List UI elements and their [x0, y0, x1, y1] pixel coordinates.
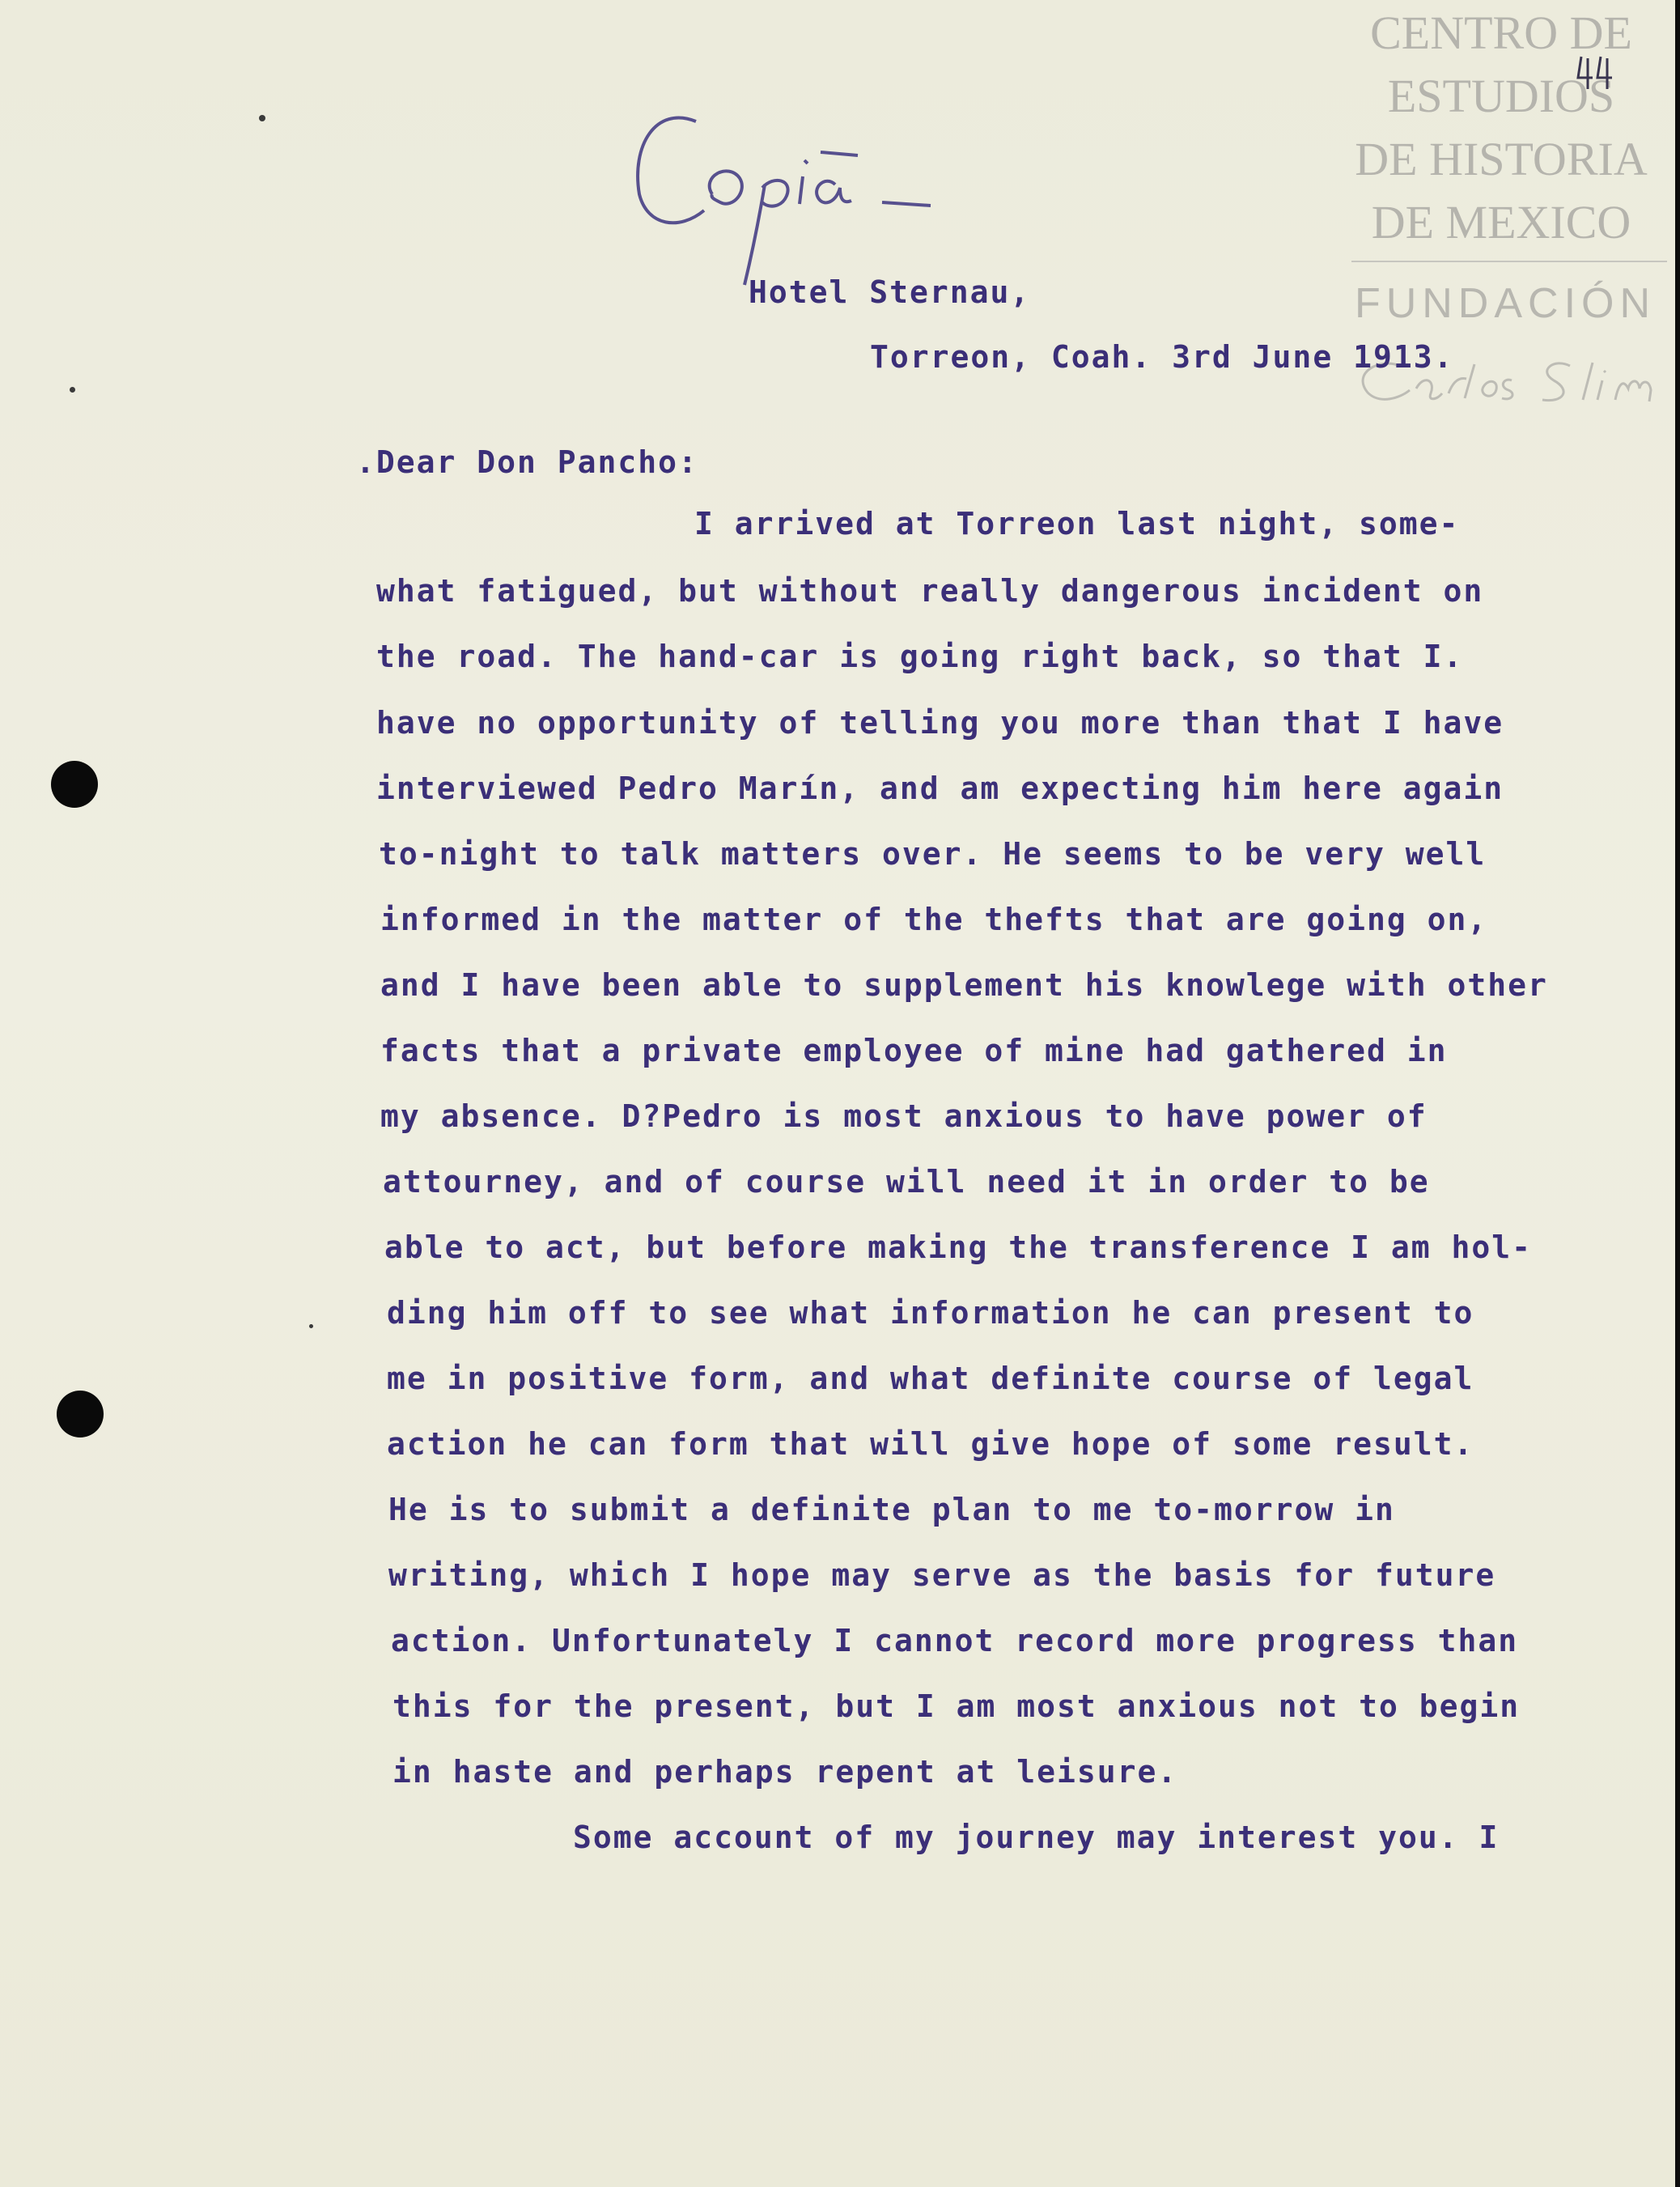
- body-line: facts that a private employee of mine had gathered in: [380, 1033, 1448, 1068]
- body-line: ding him off to see what information he can present to: [387, 1295, 1474, 1331]
- hotel-name: Hotel Sternau,: [749, 274, 1031, 310]
- punch-hole: [51, 761, 98, 808]
- paper-speck: [259, 115, 265, 121]
- paper-speck: [70, 387, 75, 393]
- watermark-line-4: DE MEXICO: [1371, 196, 1631, 248]
- body-line: this for the present, but I am most anxious not to begin: [392, 1688, 1521, 1724]
- body-line: my absence. D?Pedro is most anxious to have power of: [380, 1098, 1428, 1134]
- body-line: He is to submit a definite plan to me to-morrow in: [388, 1492, 1395, 1527]
- watermark-line-3: DE HISTORIA: [1355, 133, 1648, 185]
- body-line: informed in the matter of the thefts that are going on,: [380, 902, 1488, 937]
- salutation: .Dear Don Pancho:: [356, 444, 698, 480]
- punch-hole: [57, 1391, 104, 1437]
- body-line: me in positive form, and what definite course of legal: [387, 1361, 1474, 1396]
- body-line: action he can form that will give hope of some result.: [387, 1426, 1474, 1462]
- handwritten-copia: [623, 97, 995, 291]
- body-line: interviewed Pedro Marín, and am expecting him here again: [376, 771, 1504, 806]
- body-line: in haste and perhaps repent at leisure.: [392, 1754, 1178, 1790]
- paper-speck: [309, 1324, 313, 1328]
- watermark-divider: [1351, 261, 1667, 262]
- watermark-foundation: FUNDACIÓN: [1354, 280, 1657, 327]
- body-line: the road. The hand-car is going right back, so that I.: [376, 639, 1464, 674]
- body-line: action. Unfortunately I cannot record more progress than: [391, 1623, 1519, 1658]
- body-line: writing, which I hope may serve as the basis for future: [388, 1557, 1496, 1593]
- body-line: to-night to talk matters over. He seems to be very well: [379, 836, 1487, 872]
- body-line: have no opportunity of telling you more than that I have: [376, 705, 1504, 741]
- body-line: Some account of my journey may interest you. I: [573, 1820, 1500, 1855]
- place-and-date: Torreon, Coah. 3rd June 1913.: [870, 339, 1454, 375]
- body-line: I arrived at Torreon last night, some-: [694, 506, 1460, 541]
- watermark-line-1: CENTRO DE: [1370, 6, 1632, 59]
- watermark-line-2: ESTUDIOS: [1387, 70, 1615, 122]
- body-line: attourney, and of course will need it in order to be: [383, 1164, 1430, 1200]
- body-line: able to act, but before making the transference I am hol-: [384, 1229, 1533, 1265]
- body-line: what fatigued, but without really dangerous incident on: [376, 573, 1484, 609]
- folio-number: [1576, 50, 1617, 99]
- body-line: and I have been able to supplement his knowlege with other: [380, 967, 1548, 1003]
